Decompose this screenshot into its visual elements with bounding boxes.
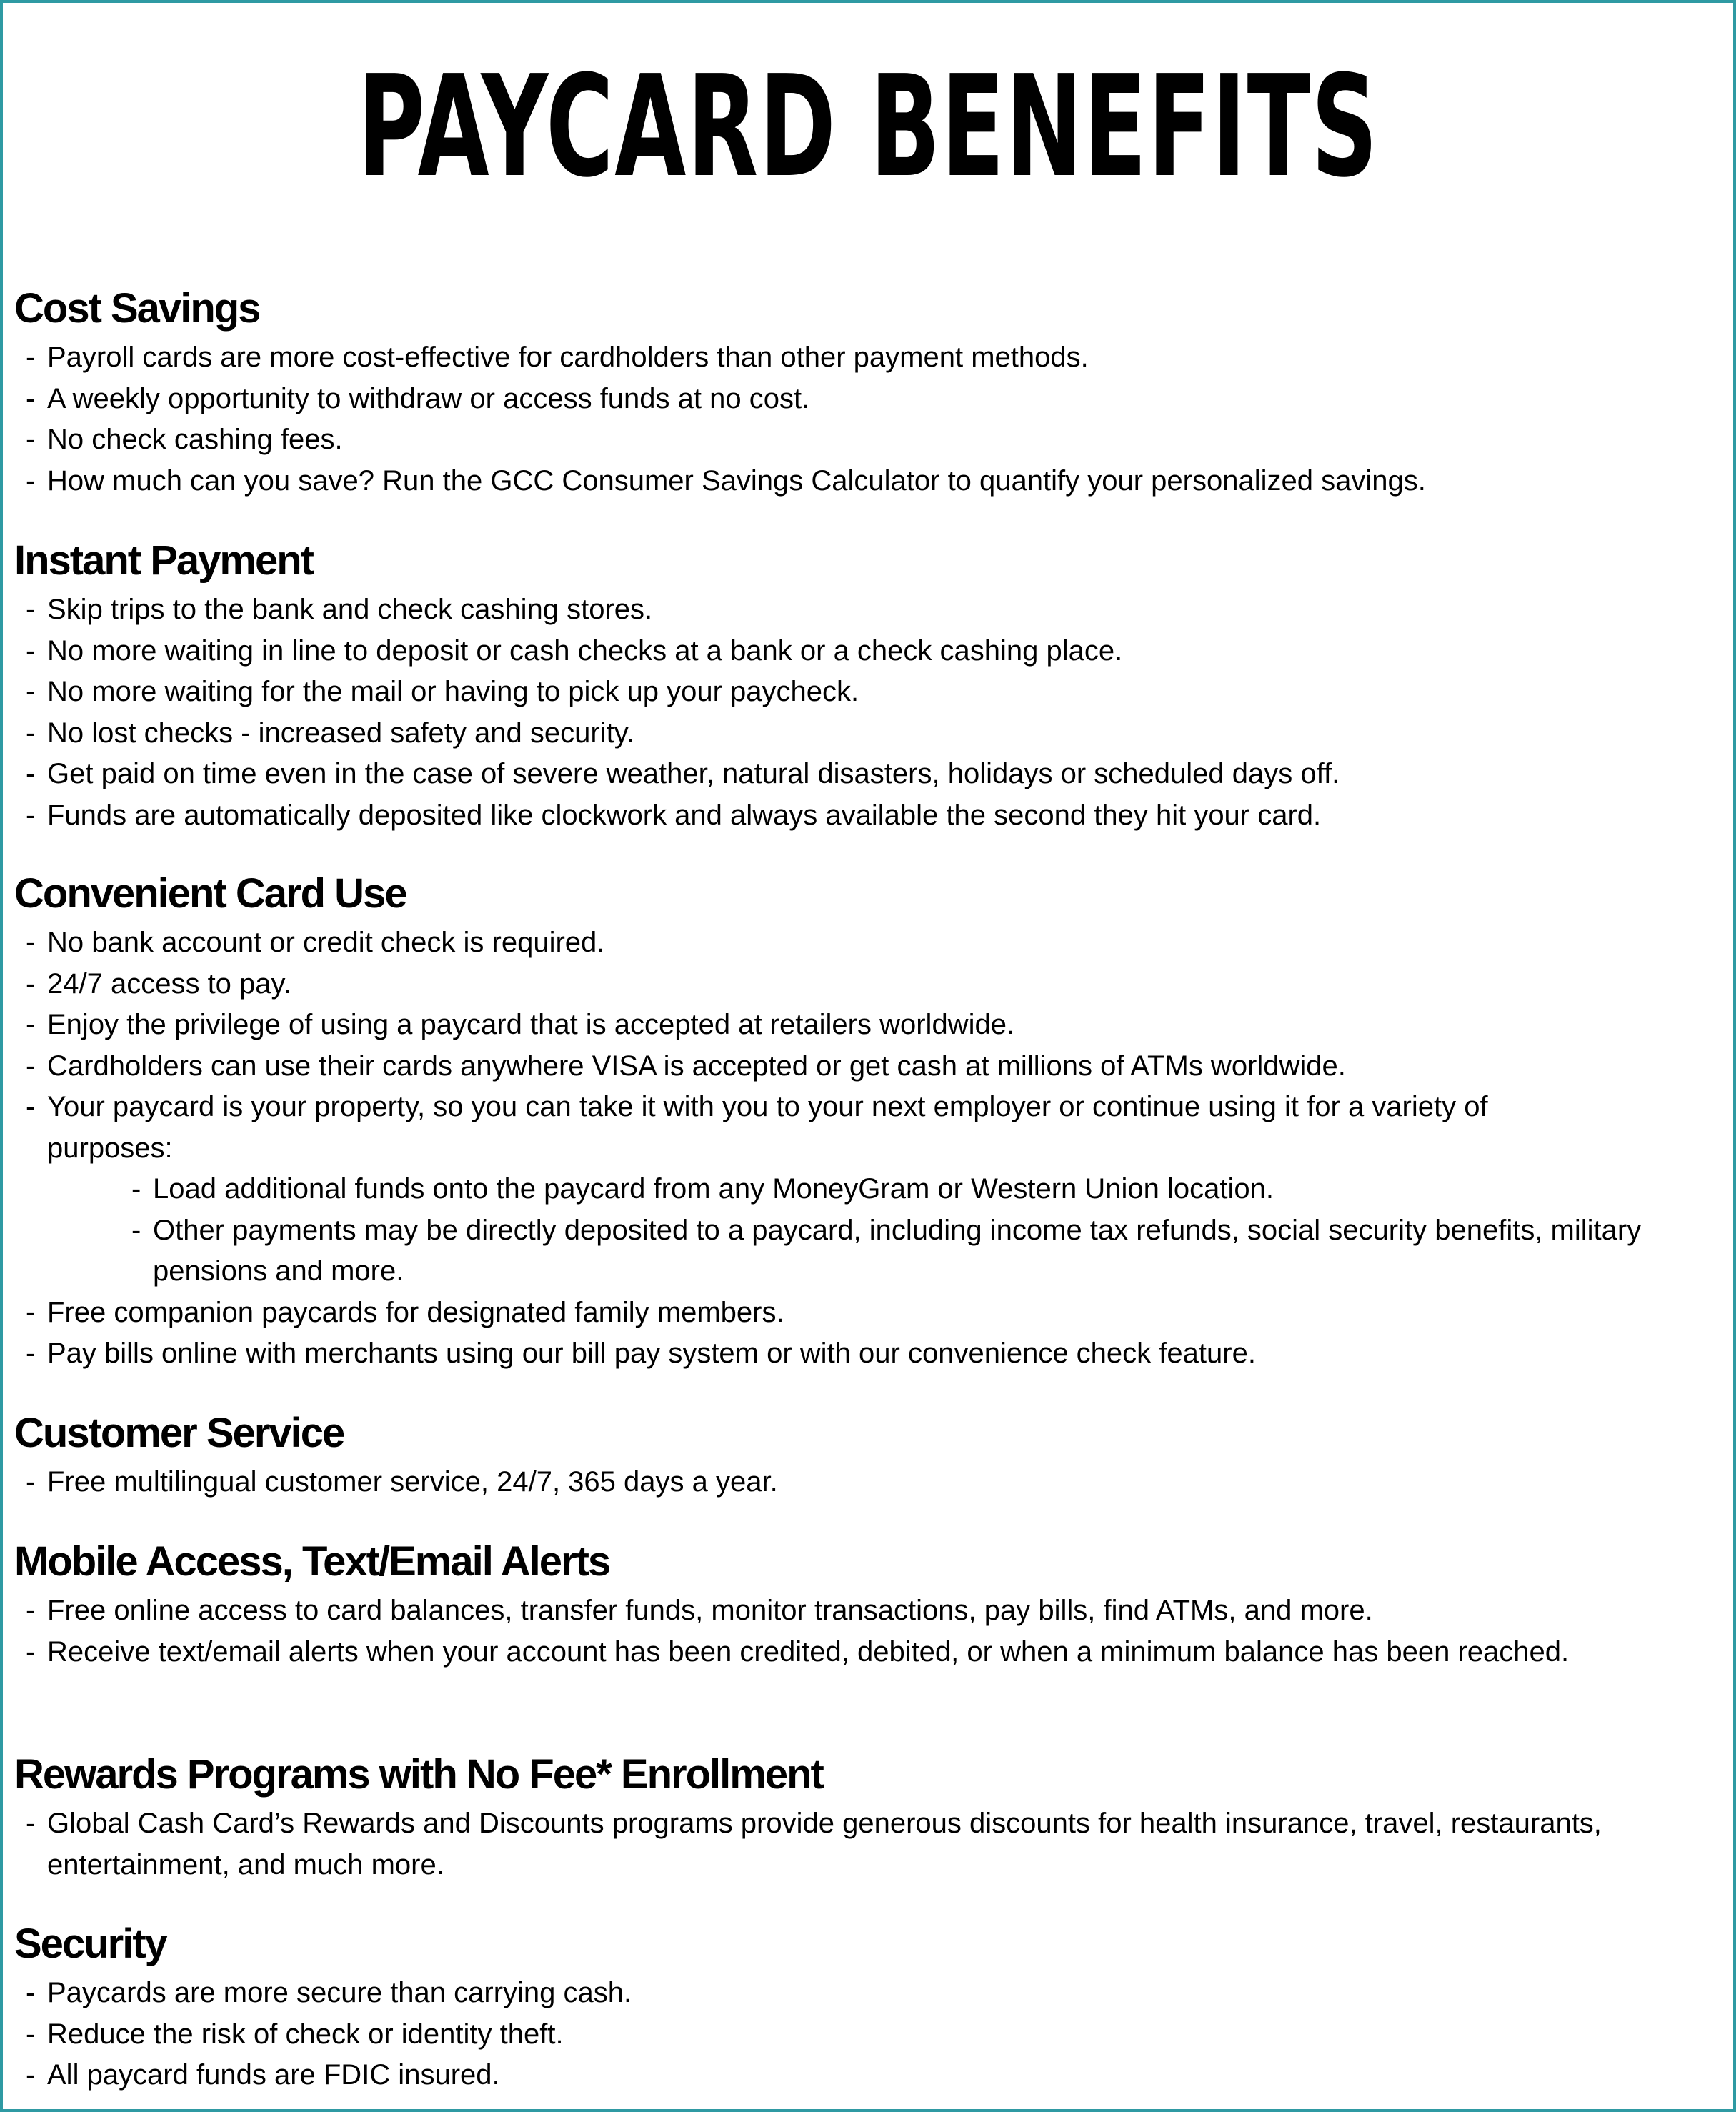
bullet-list xyxy=(14,589,1722,836)
list-item: - Reduce the risk of check or identity theft. xyxy=(14,2014,1722,2056)
list-item: - No bank account or credit check is required. xyxy=(14,922,1722,964)
list-item: - No more waiting for the mail or having to pick up your paycheck. xyxy=(14,672,1722,713)
bullet-list xyxy=(14,1292,1722,1375)
list-item: - Skip trips to the bank and check cashing stores. xyxy=(14,589,1722,631)
bullet-list xyxy=(14,1462,1722,1503)
bullet-list xyxy=(14,337,1722,502)
list-item: - Payroll cards are more cost-effective for cardholders than other payment methods. xyxy=(14,337,1722,379)
list-item: - A weekly opportunity to withdraw or access funds at no cost. xyxy=(14,379,1722,420)
section-cost-savings xyxy=(14,280,1722,502)
section-convenient-card-use xyxy=(14,865,1722,1375)
bullet-list xyxy=(14,1973,1722,2096)
section-heading: Cost Savings xyxy=(14,285,260,332)
section-heading: Security xyxy=(14,1921,166,1967)
list-item: - Free online access to card balances, transfer funds, monitor transactions, pay bills, find ATMs, and more. xyxy=(14,1590,1722,1632)
section-rewards-programs xyxy=(14,1746,1722,1886)
list-item: - Your paycard is your property, so you can take it with you to your next employer or continue using it for a variety of purposes: xyxy=(14,1087,1550,1169)
list-item: - All paycard funds are FDIC insured. xyxy=(14,2055,1722,2096)
bullet-list xyxy=(14,1590,1722,1673)
list-item: - Get paid on time even in the case of severe weather, natural disasters, holidays or scheduled days off. xyxy=(14,754,1722,795)
section-heading: Instant Payment xyxy=(14,537,313,584)
list-item: - No lost checks - increased safety and security. xyxy=(14,713,1722,754)
list-item: - 24/7 access to pay. xyxy=(14,964,1722,1005)
bullet-list xyxy=(14,922,1722,1169)
list-item: - Pay bills online with merchants using our bill pay system or with our convenience check feature. xyxy=(14,1333,1722,1375)
section-security xyxy=(14,1916,1722,2096)
section-instant-payment xyxy=(14,532,1722,836)
list-item: - Free companion paycards for designated family members. xyxy=(14,1292,1722,1334)
section-customer-service xyxy=(14,1405,1722,1503)
list-item: - Receive text/email alerts when your account has been credited, debited, or when a minimum balance has been reached. xyxy=(14,1632,1700,1673)
sub-list-item: - Other payments may be directly deposited to a paycard, including income tax refunds, social security benefits, military pensions and more. xyxy=(120,1210,1692,1292)
section-heading: Convenient Card Use xyxy=(14,870,406,917)
list-item: - No check cashing fees. xyxy=(14,419,1722,461)
list-item: - Funds are automatically deposited like clockwork and always available the second they hit your card. xyxy=(14,795,1722,837)
bullet-list xyxy=(14,1803,1722,1886)
section-heading: Customer Service xyxy=(14,1410,344,1456)
list-item: - Paycards are more secure than carrying cash. xyxy=(14,1973,1722,2014)
section-heading: Rewards Programs with No Fee* Enrollment xyxy=(14,1751,823,1798)
list-item: - No more waiting in line to deposit or cash checks at a bank or a check cashing place. xyxy=(14,631,1722,672)
list-item: - How much can you save? Run the GCC Consumer Savings Calculator to quantify your personalized savings. xyxy=(14,461,1722,502)
sub-list-item: - Load additional funds onto the paycard from any MoneyGram or Western Union location. xyxy=(120,1169,1722,1210)
document-title: PAYCARD BENEFITS xyxy=(357,46,1379,209)
list-item: - Cardholders can use their cards anywhere VISA is accepted or get cash at millions of ATMs worldwide. xyxy=(14,1046,1722,1087)
list-item: - Global Cash Card’s Rewards and Discounts programs provide generous discounts for health insurance, travel, restaurants, entertainment, and much more. xyxy=(14,1803,1679,1886)
list-item: - Enjoy the privilege of using a paycard that is accepted at retailers worldwide. xyxy=(14,1005,1722,1046)
list-item: - Free multilingual customer service, 24/7, 365 days a year. xyxy=(14,1462,1722,1503)
sub-bullet-list xyxy=(14,1169,1722,1292)
section-heading: Mobile Access, Text/Email Alerts xyxy=(14,1538,610,1585)
section-mobile-access xyxy=(14,1533,1722,1673)
